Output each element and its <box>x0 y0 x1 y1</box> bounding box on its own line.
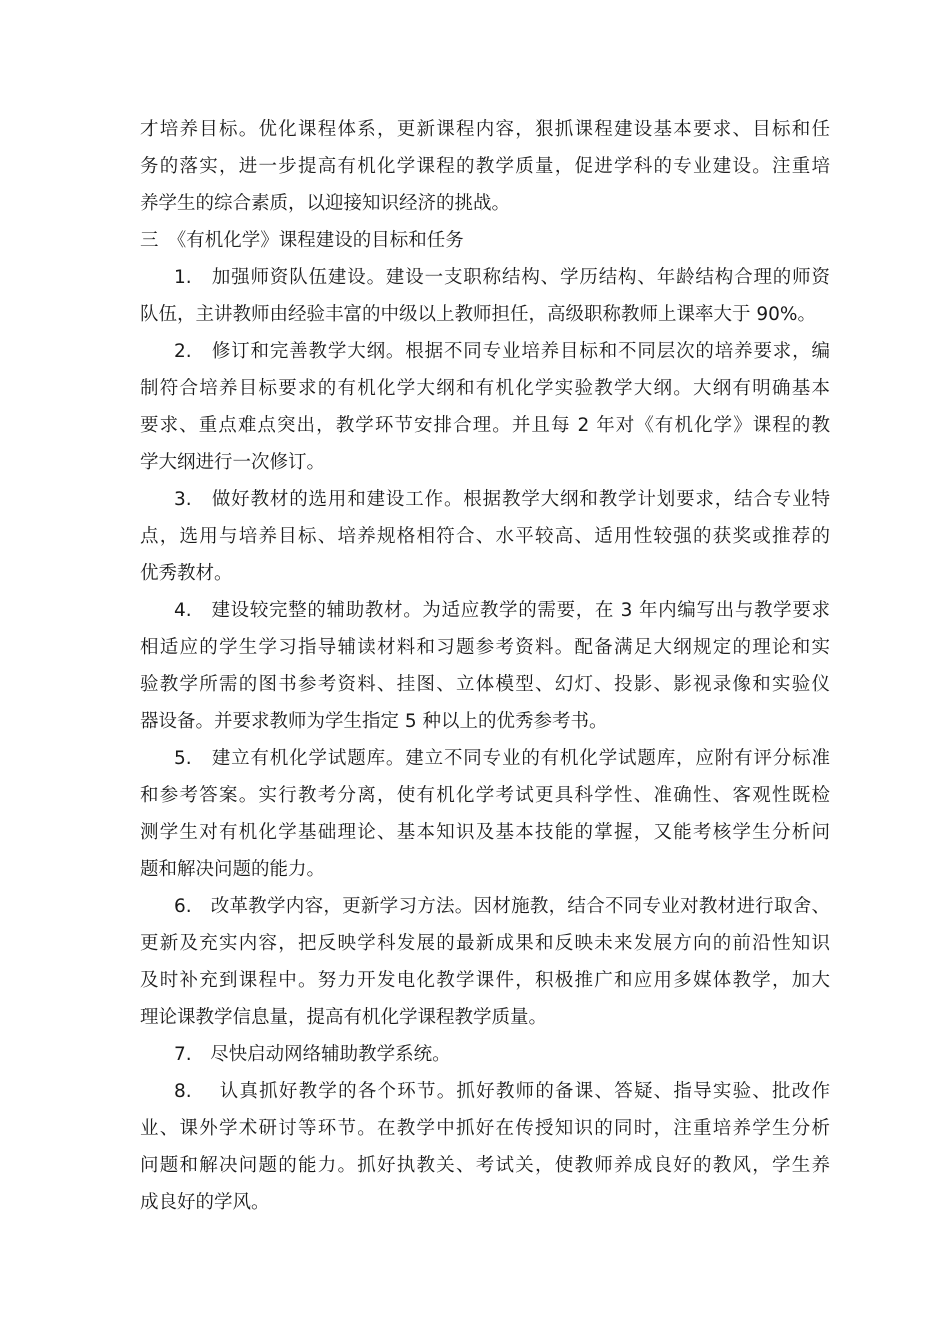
item-line: 成良好的学风。 <box>140 1192 270 1213</box>
item-line: 5. 建立有机化学试题库。建立不同专业的有机化学试题库，应附有评分标准 <box>174 748 830 769</box>
item-line: 优秀教材。 <box>140 563 233 584</box>
item-line: 验教学所需的图书参考资料、挂图、立体模型、幻灯、投影、影视录像和实验仪 <box>140 674 830 695</box>
item-line: 理论课教学信息量，提高有机化学课程教学质量。 <box>140 1007 548 1028</box>
item-line: 2. 修订和完善教学大纲。根据不同专业培养目标和不同层次的培养要求，编 <box>174 341 830 362</box>
intro-line: 才培养目标。优化课程体系，更新课程内容，狠抓课程建设基本要求、目标和任 <box>140 119 830 140</box>
item-line: 更新及充实内容，把反映学科发展的最新成果和反映未来发展方向的前沿性知识 <box>140 933 830 954</box>
item-line: 器设备。并要求教师为学生指定 5 种以上的优秀参考书。 <box>140 711 608 732</box>
item-line: 8. 认真抓好教学的各个环节。抓好教师的备课、答疑、指导实验、批改作 <box>174 1081 830 1102</box>
item-line: 3. 做好教材的选用和建设工作。根据教学大纲和教学计划要求，结合专业特 <box>174 489 830 510</box>
item-line: 7. 尽快启动网络辅助教学系统。 <box>174 1044 451 1065</box>
item-line: 业、课外学术研讨等环节。在教学中抓好在传授知识的同时，注重培养学生分析 <box>140 1118 830 1139</box>
item-line: 4. 建设较完整的辅助教材。为适应教学的需要，在 3 年内编写出与教学要求 <box>174 600 830 621</box>
list-item-8 <box>140 1073 830 1221</box>
item-line: 1. 加强师资队伍建设。建设一支职称结构、学历结构、年龄结构合理的师资 <box>174 267 830 288</box>
item-line: 6. 改革教学内容，更新学习方法。因材施教，结合不同专业对教材进行取舍、 <box>174 896 830 917</box>
intro-paragraph <box>140 111 830 222</box>
list-item-6 <box>140 888 830 1036</box>
document-body <box>140 111 830 1221</box>
list-item-2 <box>140 333 830 481</box>
item-line: 及时补充到课程中。努力开发电化教学课件，积极推广和应用多媒体教学，加大 <box>140 970 830 991</box>
list-item-5 <box>140 740 830 888</box>
item-line: 和参考答案。实行教考分离，使有机化学考试更具科学性、准确性、客观性既检 <box>140 785 830 806</box>
intro-line: 养学生的综合素质，以迎接知识经济的挑战。 <box>140 193 511 214</box>
item-line: 问题和解决问题的能力。抓好执教关、考试关，使教师养成良好的教风，学生养 <box>140 1155 830 1176</box>
intro-line: 务的落实，进一步提高有机化学课程的教学质量，促进学科的专业建设。注重培 <box>140 156 830 177</box>
item-line: 相适应的学生学习指导辅读材料和习题参考资料。配备满足大纲规定的理论和实 <box>140 637 830 658</box>
item-line: 要求、重点难点突出，教学环节安排合理。并且每 2 年对《有机化学》课程的教 <box>140 415 830 436</box>
list-item-1 <box>140 259 830 333</box>
list-item-4 <box>140 592 830 740</box>
item-line: 制符合培养目标要求的有机化学大纲和有机化学实验教学大纲。大纲有明确基本 <box>140 378 830 399</box>
item-line: 测学生对有机化学基础理论、基本知识及基本技能的掌握，又能考核学生分析问 <box>140 822 830 843</box>
list-item-3 <box>140 481 830 592</box>
item-line: 点，选用与培养目标、培养规格相符合、水平较高、适用性较强的获奖或推荐的 <box>140 526 830 547</box>
section-heading: 三 《有机化学》课程建设的目标和任务 <box>140 230 464 251</box>
item-line: 题和解决问题的能力。 <box>140 859 326 880</box>
list-item-7 <box>140 1036 830 1073</box>
item-line: 学大纲进行一次修订。 <box>140 452 326 473</box>
item-line: 队伍，主讲教师由经验丰富的中级以上教师担任，高级职称教师上课率大于 90%。 <box>140 304 817 325</box>
